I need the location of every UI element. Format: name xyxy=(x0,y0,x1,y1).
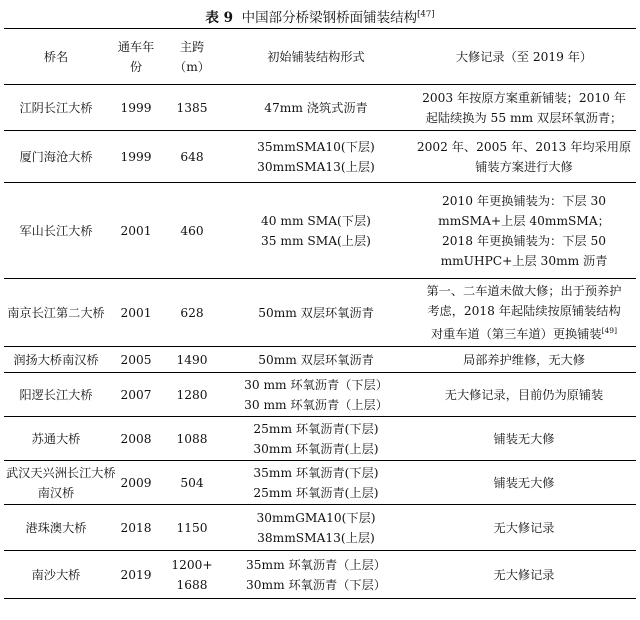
cell-line: 阳逻长江大桥 xyxy=(19,387,93,402)
cell-bridge-name xyxy=(4,85,108,131)
cell-bridge-name xyxy=(4,373,108,417)
citation-ref: [47] xyxy=(417,9,435,20)
cell-initial-pavement xyxy=(220,551,412,599)
table-row xyxy=(4,279,636,347)
cell-line: 2018 年更换铺装为：下层 50 xyxy=(442,233,606,248)
cell-line: 南汉桥 xyxy=(37,485,75,500)
cell-open-year: 2008 xyxy=(120,431,152,446)
cell-line: 35mm 环氧沥青(下层) xyxy=(253,465,379,480)
cell-main-span xyxy=(164,131,220,183)
cell-repair-record xyxy=(412,373,636,417)
header-main-span: 主跨 （m） xyxy=(174,39,210,74)
cell-open-year: 1999 xyxy=(120,100,152,115)
cell-line: 无大修记录 xyxy=(493,567,555,582)
cell-initial-pavement xyxy=(220,131,412,183)
cell-main-span xyxy=(164,85,220,131)
cell-line: 第一、二车道未做大修；出于预养护 xyxy=(426,283,622,298)
cell-repair-record xyxy=(412,347,636,373)
cell-line: mmUHPC+上层 30mm 沥青 xyxy=(440,253,608,268)
cell-initial-pavement xyxy=(220,279,412,347)
cell-open-year: 2001 xyxy=(120,305,152,320)
table-row xyxy=(4,505,636,551)
cell-line: 考虑，2018 年起陆续按原铺装结构 xyxy=(427,303,621,318)
table-row xyxy=(4,373,636,417)
cell-main-span xyxy=(164,347,220,373)
cell-bridge-name xyxy=(4,131,108,183)
table-row xyxy=(4,461,636,505)
cell-line: 润扬大桥南汉桥 xyxy=(13,352,99,367)
cell-bridge-name xyxy=(4,279,108,347)
cell-line: 1150 xyxy=(176,520,208,535)
table-row xyxy=(4,131,636,183)
cell-line: 南京长江第二大桥 xyxy=(7,305,105,320)
cell-line: 30 mm 环氧沥青（上层） xyxy=(244,397,388,412)
table-row xyxy=(4,347,636,373)
table-row xyxy=(4,183,636,279)
table-row xyxy=(4,85,636,131)
cell-line: 30mmSMA13(上层) xyxy=(257,159,375,174)
cell-line: 1088 xyxy=(176,431,208,446)
cell-bridge-name xyxy=(4,505,108,551)
cell-line: 武汉天兴洲长江大桥 xyxy=(6,465,116,480)
cell-line: 504 xyxy=(180,475,204,490)
cell-initial-pavement xyxy=(220,85,412,131)
cell-line: 铺装无大修 xyxy=(493,431,555,446)
cell-line: 30 mm 环氧沥青（下层） xyxy=(244,377,388,392)
cell-line: 35mmSMA10(下层) xyxy=(257,139,375,154)
cell-line: 1200+ xyxy=(171,557,213,572)
cell-main-span xyxy=(164,279,220,347)
cell-line: 25mm 环氧沥青(上层) xyxy=(253,485,379,500)
cell-open-year: 2007 xyxy=(120,387,152,402)
cell-initial-pavement xyxy=(220,505,412,551)
cell-line: 35 mm SMA(上层) xyxy=(261,233,371,248)
cell-repair-record xyxy=(412,183,636,279)
cell-line: 30mm 环氧沥青（下层） xyxy=(246,577,386,592)
citation-ref: [49] xyxy=(601,325,618,335)
cell-main-span xyxy=(164,183,220,279)
cell-main-span xyxy=(164,417,220,461)
table-header-row xyxy=(4,29,636,85)
cell-line: 2003 年按原方案重新铺装；2010 年 xyxy=(422,90,626,105)
cell-line: 35mm 环氧沥青（上层） xyxy=(246,557,386,572)
cell-line: 1385 xyxy=(176,100,208,115)
cell-main-span xyxy=(164,551,220,599)
header-initial-pavement: 初始铺装结构形式 xyxy=(267,49,365,64)
cell-repair-record xyxy=(412,85,636,131)
cell-initial-pavement xyxy=(220,183,412,279)
cell-open-year: 2009 xyxy=(120,475,152,490)
cell-initial-pavement xyxy=(220,461,412,505)
cell-repair-record xyxy=(412,131,636,183)
cell-line: 30mm 环氧沥青(上层) xyxy=(253,441,379,456)
cell-line: 对重车道（第三车道）更换铺装[49] xyxy=(430,325,618,342)
cell-line: 25mm 环氧沥青(下层) xyxy=(253,421,379,436)
cell-line: 30mmGMA10(下层) xyxy=(256,510,376,525)
header-bridge-name: 桥名 xyxy=(43,49,69,64)
cell-line: 1490 xyxy=(176,352,208,367)
cell-open-year: 2001 xyxy=(120,223,152,238)
cell-line: 厦门海沧大桥 xyxy=(19,149,93,164)
cell-bridge-name xyxy=(4,461,116,505)
table-row xyxy=(4,551,636,599)
cell-open-year: 2019 xyxy=(120,567,152,582)
cell-line: 南沙大桥 xyxy=(31,567,81,582)
cell-line: 军山长江大桥 xyxy=(19,223,93,238)
cell-main-span xyxy=(164,505,220,551)
cell-main-span xyxy=(164,373,220,417)
cell-repair-record xyxy=(412,505,636,551)
cell-line: 铺装无大修 xyxy=(493,475,555,490)
cell-line: 无大修记录 xyxy=(493,520,555,535)
cell-line: 1688 xyxy=(176,577,208,592)
cell-line: 47mm 浇筑式沥青 xyxy=(264,100,368,115)
bridge-pavement-table xyxy=(4,28,636,599)
cell-bridge-name xyxy=(4,183,108,279)
cell-bridge-name xyxy=(4,417,108,461)
cell-line: 铺装方案进行大修 xyxy=(475,159,573,174)
cell-initial-pavement xyxy=(220,347,412,373)
cell-line: 50mm 双层环氧沥青 xyxy=(258,305,374,320)
table-caption xyxy=(0,6,640,26)
table-row xyxy=(4,417,636,461)
cell-line: 2010 年更换铺装为：下层 30 xyxy=(442,193,606,208)
cell-bridge-name xyxy=(4,551,108,599)
cell-open-year: 1999 xyxy=(120,149,152,164)
cell-open-year: 2018 xyxy=(120,520,152,535)
table-number: 表 9 xyxy=(205,10,234,26)
cell-line: 628 xyxy=(180,305,204,320)
cell-line: 局部养护维修，无大修 xyxy=(463,352,585,367)
cell-repair-record xyxy=(412,551,636,599)
cell-line: 港珠澳大桥 xyxy=(25,520,87,535)
header-repair-record: 大修记录（至 2019 年） xyxy=(455,49,593,64)
cell-initial-pavement xyxy=(220,417,412,461)
cell-line: 648 xyxy=(180,149,204,164)
cell-repair-record xyxy=(412,279,636,347)
cell-main-span xyxy=(164,461,220,505)
cell-line: 38mmSMA13(上层) xyxy=(257,530,375,545)
cell-line: 50mm 双层环氧沥青 xyxy=(258,352,374,367)
cell-line: 40 mm SMA(下层) xyxy=(261,213,371,228)
cell-bridge-name xyxy=(4,347,108,373)
cell-initial-pavement xyxy=(220,373,412,417)
cell-repair-record xyxy=(412,461,636,505)
cell-line: mmSMA+上层 40mmSMA； xyxy=(438,213,610,228)
table-title: 中国部分桥梁钢桥面铺装结构 xyxy=(241,10,418,26)
cell-open-year: 2005 xyxy=(120,352,152,367)
cell-line: 无大修记录，目前仍为原铺装 xyxy=(444,387,604,402)
cell-repair-record xyxy=(412,417,636,461)
cell-line: 460 xyxy=(180,223,204,238)
cell-line: 1280 xyxy=(176,387,208,402)
cell-line: 起陆续换为 55 mm 双层环氧沥青； xyxy=(425,110,623,125)
cell-line: 2002 年、2005 年、2013 年均采用原 xyxy=(416,139,632,154)
cell-line: 江阴长江大桥 xyxy=(19,100,93,115)
cell-line: 苏通大桥 xyxy=(31,431,81,446)
header-open-year: 通车年 份 xyxy=(117,39,155,74)
